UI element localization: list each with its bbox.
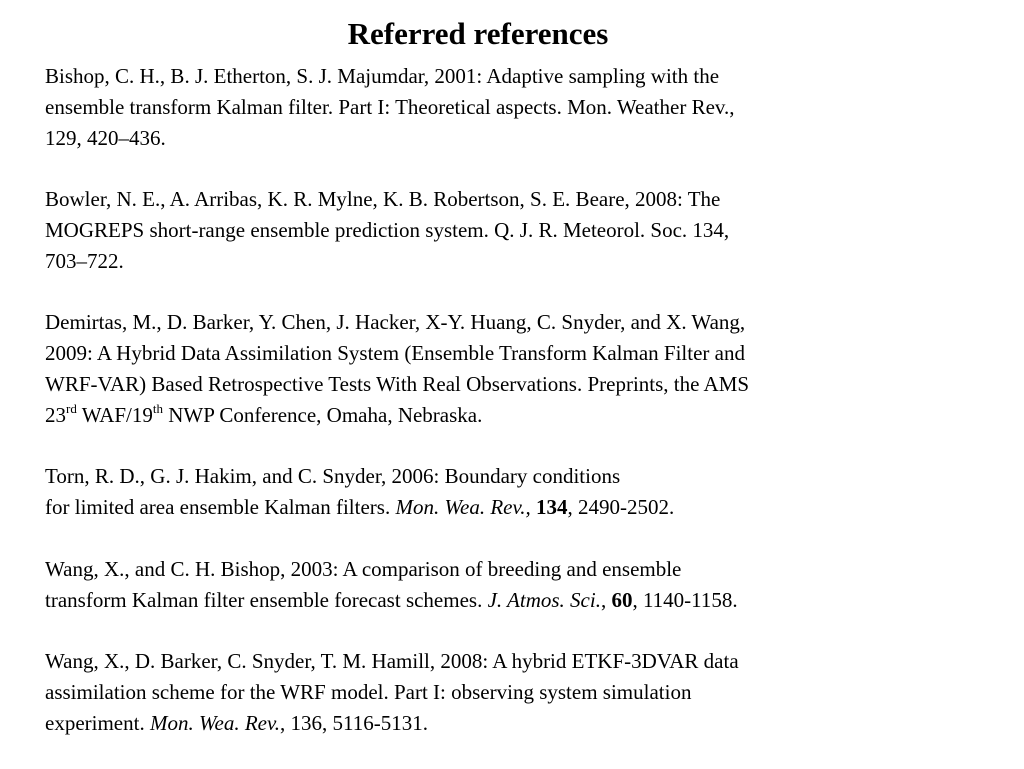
ordinal-suffix: th (152, 400, 164, 416)
reference-item-bishop-2001 (45, 61, 1005, 153)
reference-line (45, 708, 1005, 739)
reference-line: Wang, X., D. Barker, C. Snyder, T. M. Hamill, 2008: A hybrid ETKF-3DVAR data (45, 649, 739, 674)
journal-volume: 60 (611, 587, 633, 612)
reference-line (45, 585, 1005, 616)
journal-name: Mon. Wea. Rev., (395, 495, 531, 520)
page-title: Referred references (347, 16, 609, 51)
reference-line (45, 492, 1005, 523)
separator: , (600, 587, 612, 612)
reference-line: Demirtas, M., D. Barker, Y. Chen, J. Hacker, X-Y. Huang, C. Snyder, and X. Wang, (45, 310, 746, 335)
volume-and-pages: , 136, 5116-5131. (280, 710, 428, 735)
reference-line: Torn, R. D., G. J. Hakim, and C. Snyder, 2006: Boundary conditions (45, 464, 621, 489)
reference-list (45, 61, 1005, 769)
page-range: , 1140-1158. (632, 587, 738, 612)
journal-name: J. Atmos. Sci. (487, 587, 601, 612)
page-range: , 2490-2502. (567, 495, 675, 520)
reference-item-wang-2003 (45, 554, 1005, 616)
reference-item-wang-2008 (45, 646, 1005, 738)
reference-line: MOGREPS short-range ensemble prediction system. Q. J. R. Meteorol. Soc. 134, (45, 217, 730, 242)
ordinal-suffix: rd (66, 400, 77, 416)
reference-line: Wang, X., and C. H. Bishop, 2003: A comparison of breeding and ensemble (45, 556, 682, 581)
reference-line: assimilation scheme for the WRF model. Part I: observing system simulation (45, 679, 692, 704)
reference-title-text: for limited area ensemble Kalman filters. (45, 495, 396, 520)
conference-name: WAF/19 (76, 402, 153, 427)
reference-line (45, 400, 1005, 431)
conference-number: 23 (45, 402, 66, 427)
conference-location: NWP Conference, Omaha, Nebraska. (163, 402, 483, 427)
reference-item-torn-2006 (45, 461, 1005, 523)
reference-item-demirtas-2009 (45, 307, 1005, 430)
reference-line: 129, 420–436. (45, 125, 166, 150)
journal-name: Mon. Wea. Rev. (149, 710, 281, 735)
reference-line: Bishop, C. H., B. J. Etherton, S. J. Majumdar, 2001: Adaptive sampling with the (45, 64, 720, 88)
reference-line: 2009: A Hybrid Data Assimilation System (Ensemble Transform Kalman Filter and (45, 341, 745, 366)
reference-line: 703–722. (45, 248, 124, 273)
reference-line: Bowler, N. E., A. Arribas, K. R. Mylne, K. B. Robertson, S. E. Beare, 2008: The (45, 187, 721, 212)
reference-title-text: experiment. (45, 710, 150, 735)
reference-line: ensemble transform Kalman filter. Part I: Theoretical aspects. Mon. Weather Rev., (45, 94, 735, 119)
reference-line: WRF-VAR) Based Retrospective Tests With Real Observations. Preprints, the AMS (45, 371, 750, 396)
reference-title-text: transform Kalman filter ensemble forecast schemes. (45, 587, 488, 612)
reference-item-bowler-2008 (45, 184, 1005, 276)
journal-volume: 134 (536, 495, 568, 520)
